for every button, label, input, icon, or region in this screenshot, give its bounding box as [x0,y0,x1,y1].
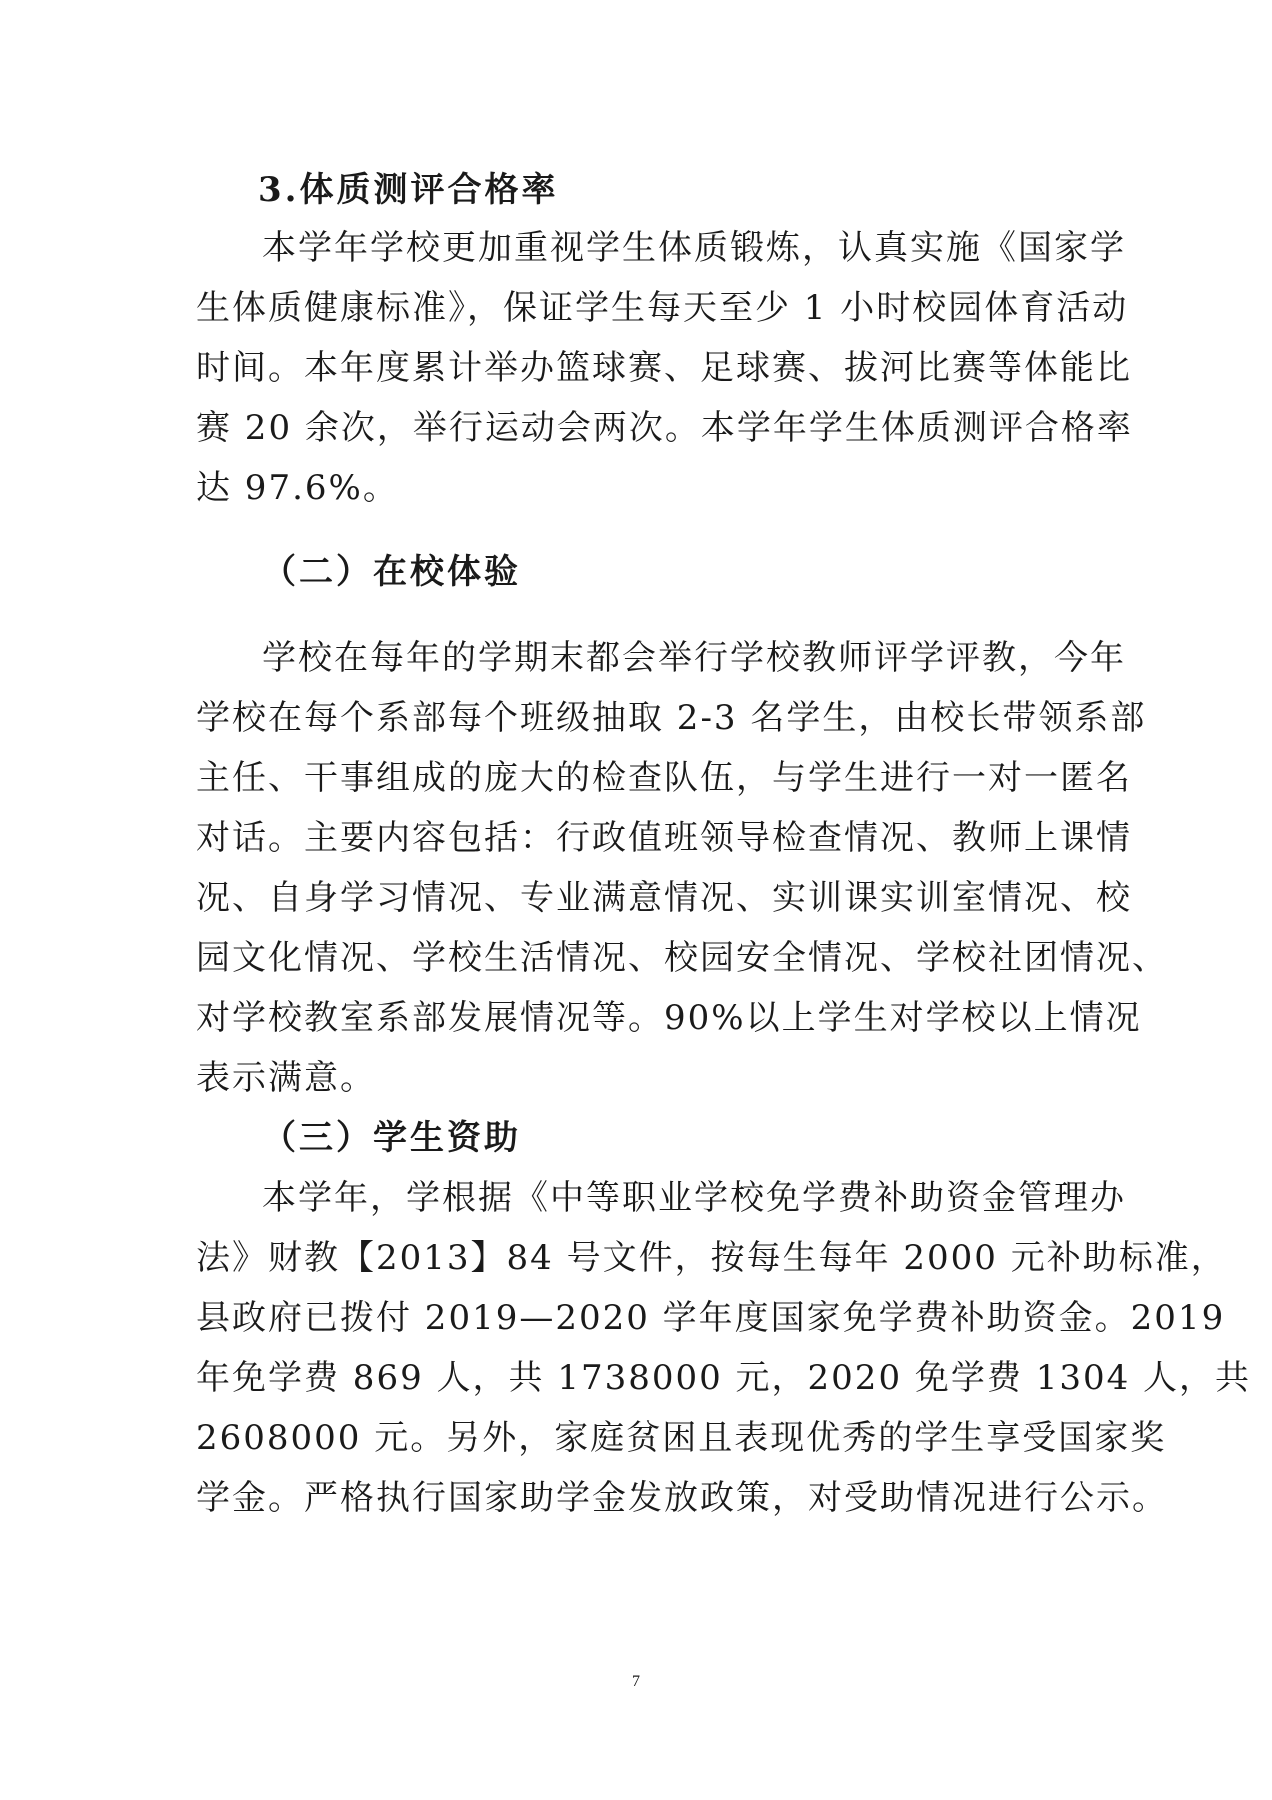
paragraph-line: 达 97.6%。 [196,468,399,508]
paragraph-line: 园文化情况、学校生活情况、校园安全情况、学校社团情况、 [196,938,1168,978]
paragraph-line: 对话。主要内容包括：行政值班领导检查情况、教师上课情 [196,818,1132,858]
paragraph-line: 学金。严格执行国家助学金发放政策，对受助情况进行公示。 [196,1478,1168,1518]
paragraph-line: 县政府已拨付 2019—2020 学年度国家免学费补助资金。2019 [196,1298,1226,1338]
section-heading-student-aid: （三）学生资助 [262,1118,521,1158]
paragraph-line: 况、自身学习情况、专业满意情况、实训课实训室情况、校 [196,878,1132,918]
paragraph-line: 学校在每年的学期末都会举行学校教师评学评教，今年 [262,638,1126,678]
paragraph-line: 本学年学校更加重视学生体质锻炼，认真实施《国家学 [262,228,1126,268]
paragraph-line: 年免学费 869 人，共 1738000 元，2020 免学费 1304 人，共 [196,1358,1252,1398]
section-heading-school-experience: （二）在校体验 [262,552,521,592]
paragraph-line: 对学校教室系部发展情况等。90%以上学生对学校以上情况 [196,998,1142,1038]
paragraph-line: 本学年，学根据《中等职业学校免学费补助资金管理办 [262,1178,1126,1218]
paragraph-line: 赛 20 余次，举行运动会两次。本学年学生体质测评合格率 [196,408,1133,448]
paragraph-line: 时间。本年度累计举办篮球赛、足球赛、拔河比赛等体能比 [196,348,1132,388]
paragraph-line: 法》财教【2013】84 号文件，按每生每年 2000 元补助标准， [196,1238,1227,1278]
paragraph-line: 表示满意。 [196,1058,376,1098]
paragraph-line: 主任、干事组成的庞大的检查队伍，与学生进行一对一匿名 [196,758,1132,798]
paragraph-line: 2608000 元。另外，家庭贫困且表现优秀的学生享受国家奖 [196,1418,1167,1458]
paragraph-line: 生体质健康标准》，保证学生每天至少 1 小时校园体育活动 [196,288,1129,328]
page-number: 7 [632,1673,640,1690]
paragraph-line: 学校在每个系部每个班级抽取 2-3 名学生，由校长带领系部 [196,698,1147,738]
section-heading-physical-fitness: 3.体质测评合格率 [258,170,559,210]
